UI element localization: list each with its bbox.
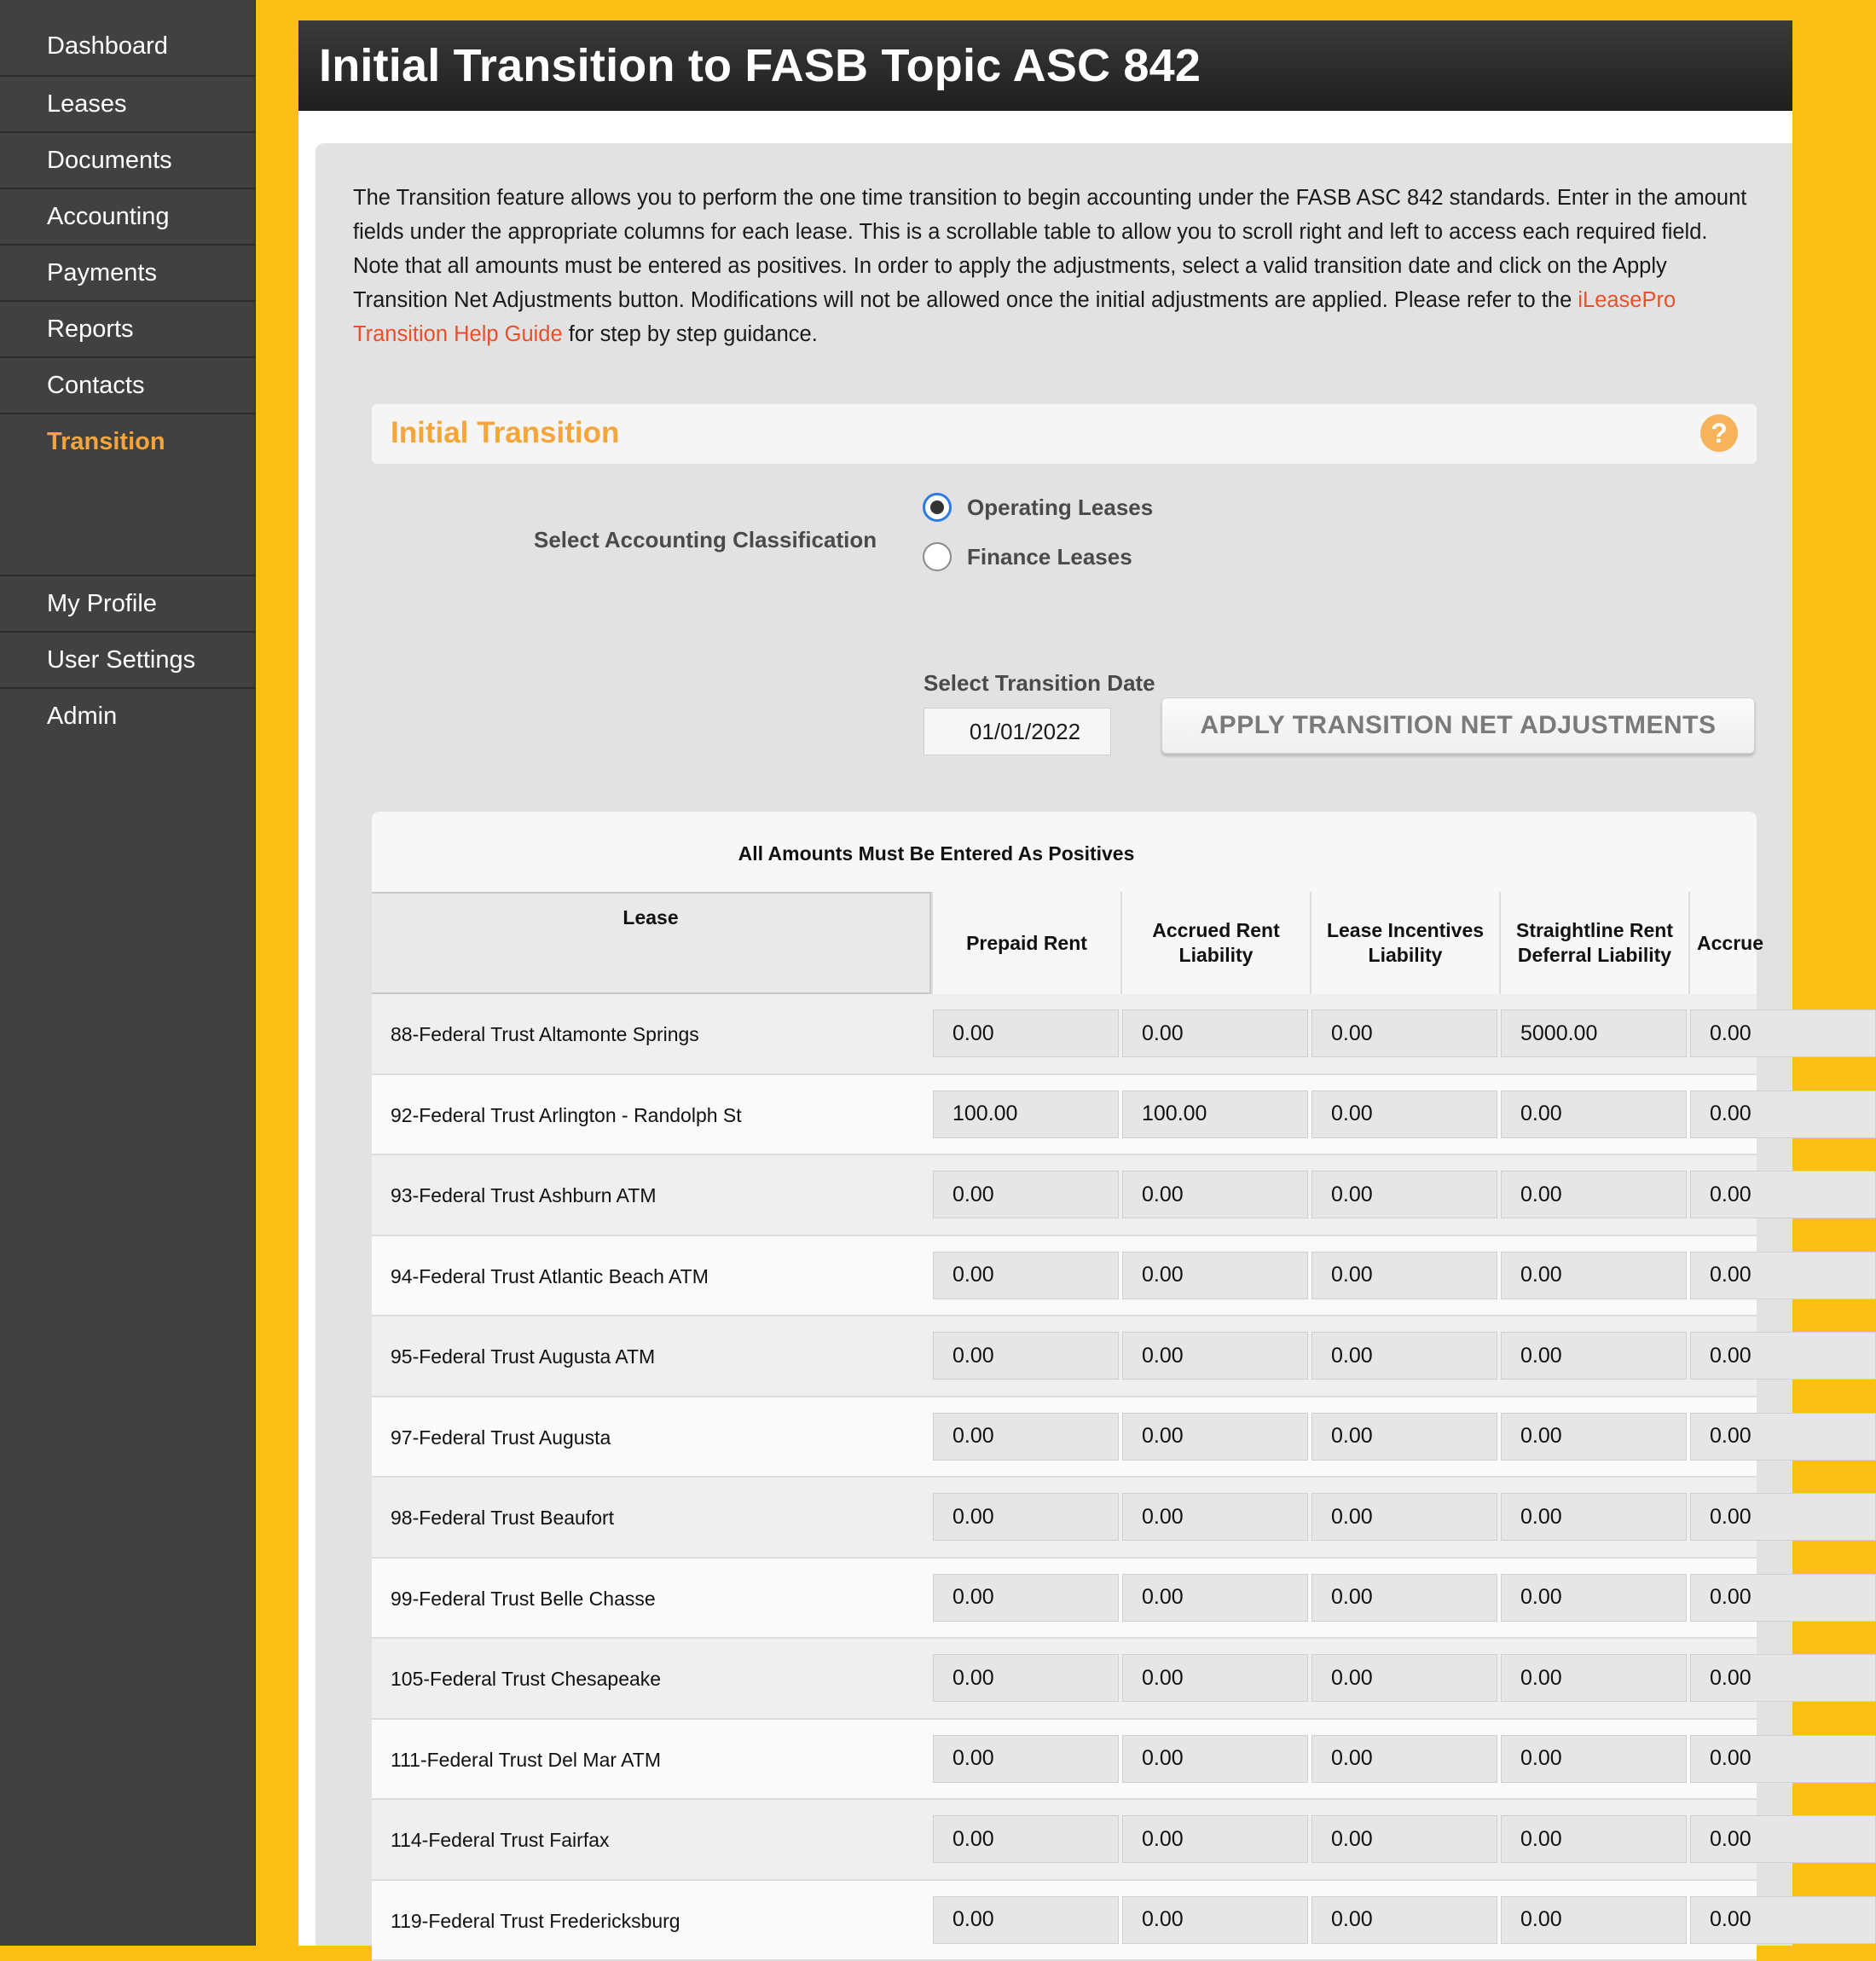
amount-input-straightline-rent-deferral[interactable]	[1501, 1171, 1687, 1218]
amount-input-prepaid-rent[interactable]	[933, 1493, 1119, 1541]
amount-input-straightline-rent-deferral[interactable]	[1501, 1252, 1687, 1299]
lease-name: 99-Federal Trust Belle Chasse	[391, 1559, 656, 1639]
amount-input-accrued[interactable]	[1690, 1493, 1876, 1541]
amount-input-accrued-rent-liability[interactable]	[1122, 1815, 1308, 1863]
table-row	[372, 1720, 1757, 1801]
column-header-accrued: Accrue	[1688, 892, 1757, 994]
table-row	[372, 1639, 1757, 1720]
amount-input-straightline-rent-deferral[interactable]	[1501, 1090, 1687, 1138]
amount-input-lease-incentives-liability[interactable]	[1311, 1574, 1497, 1622]
classification-label: Select Accounting Classification	[534, 527, 877, 553]
sidebar-item-user-settings[interactable]: User Settings	[0, 633, 256, 689]
amount-input-accrued-rent-liability[interactable]	[1122, 1090, 1308, 1138]
amount-input-accrued-rent-liability[interactable]	[1122, 1413, 1308, 1461]
amount-input-straightline-rent-deferral[interactable]	[1501, 1332, 1687, 1380]
question-circle-icon[interactable]: ?	[1700, 414, 1738, 452]
column-header-straightline-rent-deferral: Straightline Rent Deferral Liability	[1499, 892, 1688, 994]
amount-input-lease-incentives-liability[interactable]	[1311, 1252, 1497, 1299]
section-header	[372, 404, 1757, 464]
sidebar-item-reports[interactable]: Reports	[0, 302, 255, 358]
apply-transition-button[interactable]: APPLY TRANSITION NET ADJUSTMENTS	[1161, 697, 1755, 754]
amount-input-accrued-rent-liability[interactable]	[1122, 1896, 1308, 1944]
sidebar-item-accounting[interactable]: Accounting	[0, 189, 255, 246]
lease-name: 111-Federal Trust Del Mar ATM	[391, 1720, 661, 1800]
amount-input-lease-incentives-liability[interactable]	[1311, 1009, 1497, 1057]
table-body	[372, 994, 1757, 1961]
table-row	[372, 1236, 1757, 1317]
intro-body: The Transition feature allows you to perform the one time transition to begin accounting under the FASB ASC 842 standards. Enter in the amount fields under the appropriate columns for each lease. This is a scrollable table to allow you to scroll right and left to access each required field. Note that all amounts must be entered as positives. In order to apply the adjustments, select a valid transition date and click on the Apply Transition Net Adjustments button. Modifications will not be allowed once the initial adjustments are applied. Please refer to the	[353, 186, 1746, 312]
lease-name: 93-Federal Trust Ashburn ATM	[391, 1155, 657, 1235]
table-row	[372, 1800, 1757, 1881]
content-area	[316, 143, 1792, 1946]
sidebar-item-admin[interactable]: Admin	[0, 689, 256, 745]
amount-input-accrued[interactable]	[1690, 1654, 1876, 1702]
amount-input-straightline-rent-deferral[interactable]	[1501, 1493, 1687, 1541]
amount-input-prepaid-rent[interactable]	[933, 1090, 1119, 1138]
radio-label-finance: Finance Leases	[967, 544, 1132, 570]
title-bar	[298, 20, 1792, 111]
amount-input-accrued-rent-liability[interactable]	[1122, 1171, 1308, 1218]
amount-input-accrued[interactable]	[1690, 1252, 1876, 1299]
transition-date-input[interactable]	[924, 708, 1111, 755]
sidebar-main-nav	[0, 19, 255, 471]
lease-name: 98-Federal Trust Beaufort	[391, 1478, 614, 1558]
amount-input-accrued[interactable]	[1690, 1413, 1876, 1461]
lease-name: 114-Federal Trust Fairfax	[391, 1800, 610, 1880]
table-row	[372, 1316, 1757, 1397]
amount-input-accrued-rent-liability[interactable]	[1122, 1252, 1308, 1299]
amount-input-accrued[interactable]	[1690, 1171, 1876, 1218]
radio-unchecked-icon[interactable]	[923, 542, 952, 571]
amount-input-straightline-rent-deferral[interactable]	[1501, 1413, 1687, 1461]
help-guide-link[interactable]: iLeasePro Transition Help Guide	[353, 288, 1676, 346]
column-header-accrued-rent-liability: Accrued Rent Liability	[1120, 892, 1310, 994]
sidebar-item-my-profile[interactable]: My Profile	[0, 576, 256, 633]
main-panel	[298, 20, 1792, 1946]
table-header	[372, 892, 1757, 994]
intro-text	[353, 181, 1752, 351]
amount-input-prepaid-rent[interactable]	[933, 1413, 1119, 1461]
amount-input-accrued-rent-liability[interactable]	[1122, 1009, 1308, 1057]
sidebar-item-contacts[interactable]: Contacts	[0, 358, 255, 414]
sidebar-item-payments[interactable]: Payments	[0, 246, 255, 302]
table-row	[372, 994, 1757, 1075]
amount-input-straightline-rent-deferral[interactable]	[1501, 1574, 1687, 1622]
amount-input-lease-incentives-liability[interactable]	[1311, 1654, 1497, 1702]
lease-name: 94-Federal Trust Atlantic Beach ATM	[391, 1236, 709, 1316]
amount-input-lease-incentives-liability[interactable]	[1311, 1413, 1497, 1461]
amount-input-prepaid-rent[interactable]	[933, 1332, 1119, 1380]
lease-name: 95-Federal Trust Augusta ATM	[391, 1316, 655, 1397]
amount-input-accrued-rent-liability[interactable]	[1122, 1493, 1308, 1541]
amount-input-prepaid-rent[interactable]	[933, 1654, 1119, 1702]
amount-input-lease-incentives-liability[interactable]	[1311, 1896, 1497, 1944]
radio-finance-leases[interactable]	[923, 540, 1132, 574]
amount-input-straightline-rent-deferral[interactable]	[1501, 1009, 1687, 1057]
sidebar-item-dashboard[interactable]: Dashboard	[0, 19, 255, 77]
amount-input-lease-incentives-liability[interactable]	[1311, 1815, 1497, 1863]
amount-input-lease-incentives-liability[interactable]	[1311, 1493, 1497, 1541]
lease-name: 92-Federal Trust Arlington - Randolph St	[391, 1075, 742, 1155]
column-header-lease: Lease	[372, 892, 931, 994]
amount-input-prepaid-rent[interactable]	[933, 1574, 1119, 1622]
amount-input-lease-incentives-liability[interactable]	[1311, 1735, 1497, 1783]
sidebar	[0, 0, 256, 1946]
amount-input-accrued[interactable]	[1690, 1896, 1876, 1944]
lease-name: 105-Federal Trust Chesapeake	[391, 1639, 661, 1719]
amount-input-straightline-rent-deferral[interactable]	[1501, 1896, 1687, 1944]
lease-name: 88-Federal Trust Altamonte Springs	[391, 994, 699, 1074]
sidebar-account-nav	[0, 575, 256, 745]
table-row	[372, 1397, 1757, 1478]
amount-input-lease-incentives-liability[interactable]	[1311, 1090, 1497, 1138]
amount-input-straightline-rent-deferral[interactable]	[1501, 1735, 1687, 1783]
amount-input-accrued[interactable]	[1690, 1735, 1876, 1783]
sidebar-item-leases[interactable]: Leases	[0, 77, 255, 133]
amount-input-prepaid-rent[interactable]	[933, 1252, 1119, 1299]
amount-input-accrued[interactable]	[1690, 1574, 1876, 1622]
column-header-prepaid-rent: Prepaid Rent	[931, 892, 1120, 994]
lease-name: 97-Federal Trust Augusta	[391, 1397, 611, 1478]
amount-input-accrued-rent-liability[interactable]	[1122, 1654, 1308, 1702]
amount-input-straightline-rent-deferral[interactable]	[1501, 1815, 1687, 1863]
amount-input-accrued-rent-liability[interactable]	[1122, 1332, 1308, 1380]
radio-operating-leases[interactable]	[923, 490, 1153, 524]
table-row	[372, 1559, 1757, 1640]
page-title: Initial Transition to FASB Topic ASC 842	[319, 39, 1201, 92]
amount-input-accrued[interactable]	[1690, 1090, 1876, 1138]
amount-input-accrued-rent-liability[interactable]	[1122, 1574, 1308, 1622]
table-row	[372, 1075, 1757, 1156]
transition-table[interactable]	[372, 812, 1757, 1946]
radio-checked-icon[interactable]	[923, 493, 952, 522]
table-row	[372, 1881, 1757, 1961]
amount-input-straightline-rent-deferral[interactable]	[1501, 1654, 1687, 1702]
lease-name: 119-Federal Trust Fredericksburg	[391, 1881, 680, 1961]
table-caption: All Amounts Must Be Entered As Positives	[372, 842, 1501, 865]
table-row	[372, 1155, 1757, 1236]
amount-input-accrued[interactable]	[1690, 1815, 1876, 1863]
amount-input-prepaid-rent[interactable]	[933, 1896, 1119, 1944]
amount-input-prepaid-rent[interactable]	[933, 1009, 1119, 1057]
amount-input-prepaid-rent[interactable]	[933, 1171, 1119, 1218]
amount-input-accrued[interactable]	[1690, 1332, 1876, 1380]
amount-input-lease-incentives-liability[interactable]	[1311, 1332, 1497, 1380]
column-header-lease-incentives-liability: Lease Incentives Liability	[1310, 892, 1499, 994]
amount-input-accrued-rent-liability[interactable]	[1122, 1735, 1308, 1783]
radio-label-operating: Operating Leases	[967, 495, 1153, 521]
intro-suffix: for step by step guidance.	[563, 322, 818, 346]
amount-input-accrued[interactable]	[1690, 1009, 1876, 1057]
amount-input-prepaid-rent[interactable]	[933, 1815, 1119, 1863]
amount-input-lease-incentives-liability[interactable]	[1311, 1171, 1497, 1218]
sidebar-item-documents[interactable]: Documents	[0, 133, 255, 189]
transition-date-label: Select Transition Date	[924, 670, 1155, 697]
amount-input-prepaid-rent[interactable]	[933, 1735, 1119, 1783]
sidebar-item-transition[interactable]: Transition	[0, 414, 255, 471]
section-title: Initial Transition	[391, 416, 619, 450]
table-row	[372, 1478, 1757, 1559]
